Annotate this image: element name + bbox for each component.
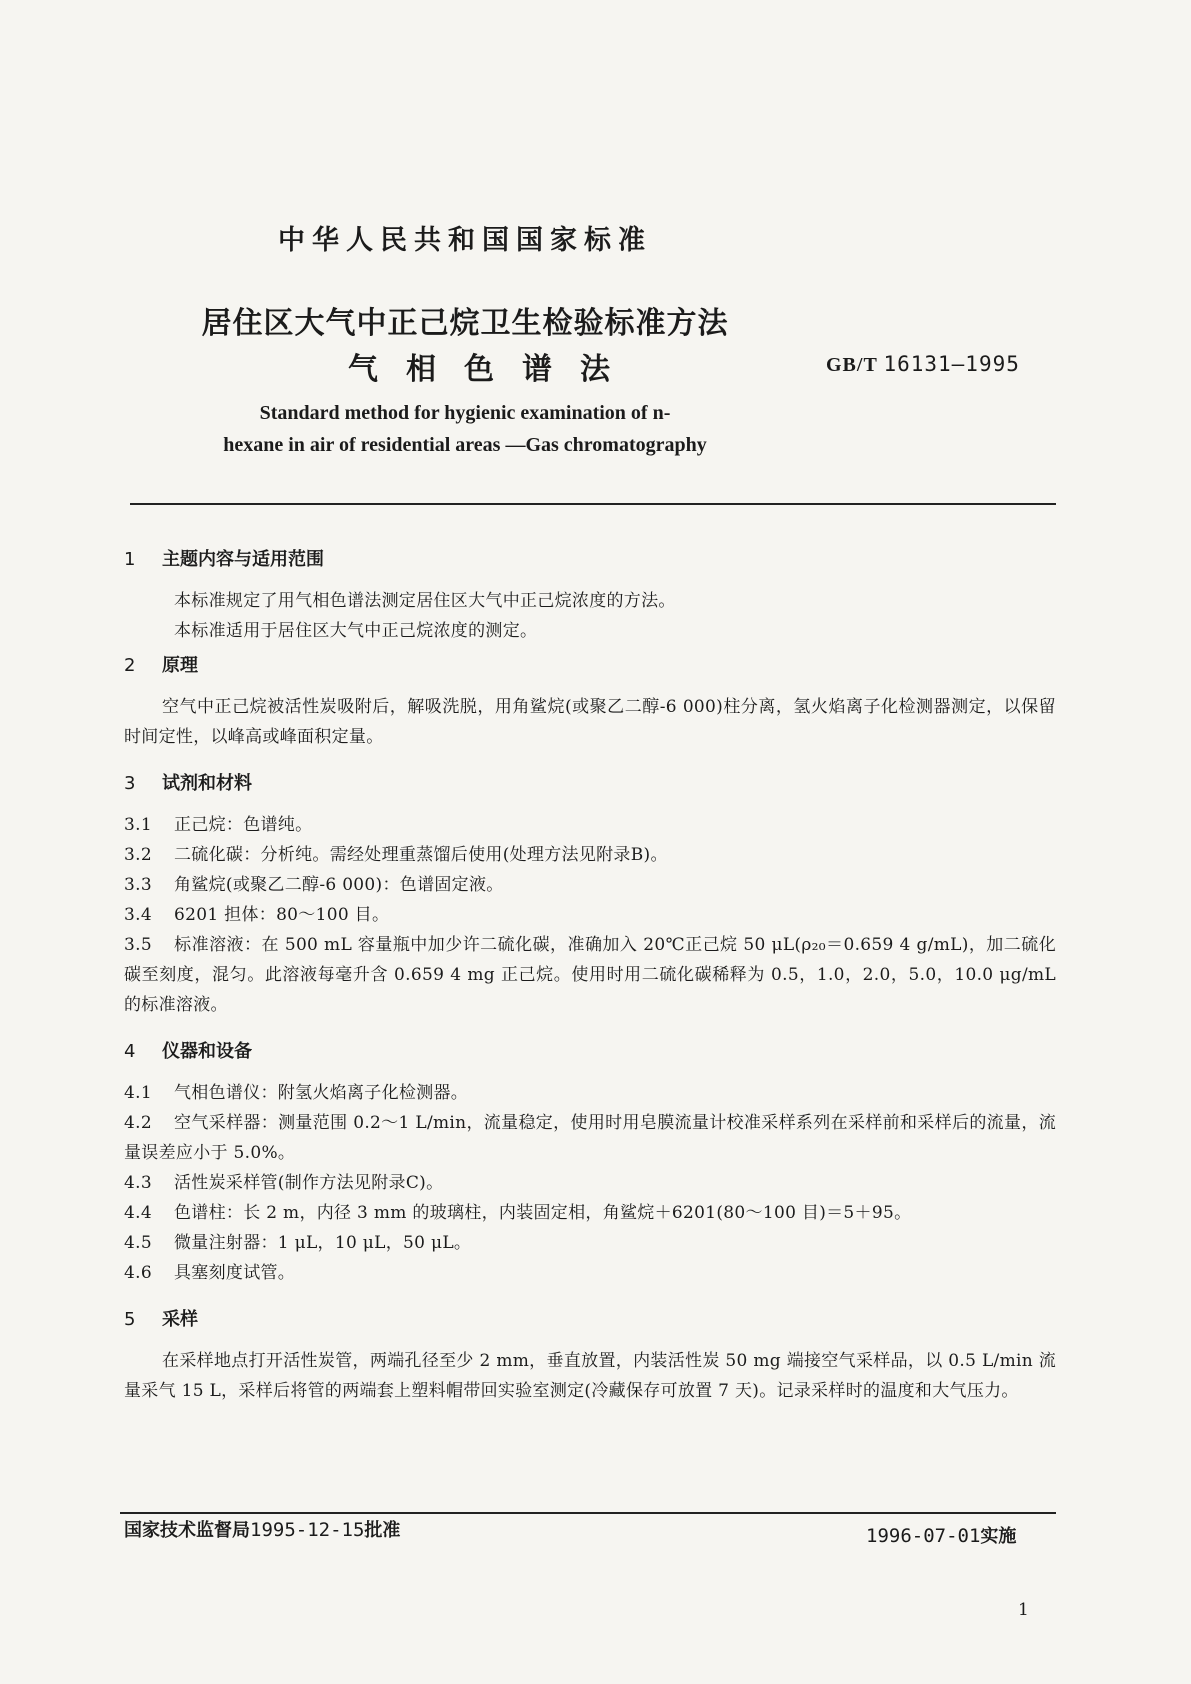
section-heading-5: 5 采样 — [124, 1309, 198, 1330]
document-title: 居住区大气中正己烷卫生检验标准方法 — [201, 306, 729, 341]
section-1-body — [124, 586, 1056, 646]
paragraph: 本标准适用于居住区大气中正己烷浓度的测定。 — [174, 621, 538, 641]
section-heading-2: 2 原理 — [124, 655, 198, 676]
effective-line: 1996-07-01实施 — [866, 1525, 1017, 1547]
standard-number — [826, 352, 1020, 377]
approval-date: 1995-12-15 — [250, 1519, 365, 1541]
document-subtitle: 气相色谱法 — [348, 352, 638, 387]
standard-code: 16131—1995 — [883, 352, 1020, 376]
section-heading-3: 3 试剂和材料 — [124, 773, 252, 794]
paragraph: 空气中正己烷被活性炭吸附后，解吸洗脱，用角鲨烷(或聚乙二醇-6 000)柱分离，氢火焰离子化检测器测定，以保留时间定性，以峰高或峰面积定量。 — [124, 697, 1056, 747]
approval-line: 国家技术监督局1995-12-15批准 — [124, 1519, 401, 1541]
list-item: 4.2 空气采样器：测量范围 0.2～1 L/min，流量稳定，使用时用皂膜流量计校准采样系列在采样前和采样后的流量，流量误差应小于 5.0%。 — [124, 1113, 1056, 1163]
document-body — [124, 548, 1056, 1406]
header-divider — [130, 503, 1056, 505]
paragraph: 在采样地点打开活性炭管，两端孔径至少 2 mm，垂直放置，内装活性炭 50 mg 端接空气采样品，以 0.5 L/min 流量采气 15 L，采样后将管的两端套上塑料帽带回实验室测定(冷藏保存可放置 7 天)。记录采样时的温度和大气压力。 — [124, 1351, 1056, 1401]
effective-date: 1996-07-01 — [866, 1525, 981, 1547]
english-title-line2: hexane in air of residential areas —Gas chromatography — [223, 434, 707, 456]
national-standard-heading: 中华人民共和国国家标准 — [278, 225, 652, 256]
section-heading-1: 1 主题内容与适用范围 — [124, 549, 324, 570]
approving-authority: 国家技术监督局 — [124, 1520, 250, 1541]
list-item: 4.1 气相色谱仪：附氢火焰离子化检测器。 — [124, 1083, 469, 1103]
list-item: 4.4 色谱柱：长 2 m，内径 3 mm 的玻璃柱，内装固定相，角鲨烷＋6201(80～100 目)＝5＋95。 — [124, 1203, 912, 1223]
list-item: 3.4 6201 担体：80～100 目。 — [124, 905, 390, 925]
paragraph: 本标准规定了用气相色谱法测定居住区大气中正己烷浓度的方法。 — [174, 591, 676, 611]
english-title-line1: Standard method for hygienic examination of n- — [259, 402, 671, 424]
section-heading-4: 4 仪器和设备 — [124, 1041, 252, 1062]
list-item: 3.1 正己烷：色谱纯。 — [124, 815, 313, 835]
footer-divider — [120, 1512, 1056, 1514]
list-item: 4.3 活性炭采样管(制作方法见附录C)。 — [124, 1173, 444, 1193]
list-item: 3.2 二硫化碳：分析纯。需经处理重蒸馏后使用(处理方法见附录B)。 — [124, 845, 668, 865]
standard-prefix: GB/T — [826, 354, 878, 376]
page-number: 1 — [1018, 1600, 1029, 1620]
list-item: 3.5 标准溶液：在 500 mL 容量瓶中加少许二硫化碳，准确加入 20℃正己烷 50 μL(ρ₂₀＝0.659 4 g/mL)，加二硫化碳至刻度，混匀。此溶液每毫升含 0.659 4 mg 正己烷。使用时用二硫化碳稀释为 0.5，1.0，2.0，5.0，10.0 μg/mL 的标准溶液。 — [124, 935, 1056, 1015]
list-item: 3.3 角鲨烷(或聚乙二醇-6 000)：色谱固定液。 — [124, 875, 504, 895]
list-item: 4.5 微量注射器：1 μL，10 μL，50 μL。 — [124, 1233, 472, 1253]
list-item: 4.6 具塞刻度试管。 — [124, 1263, 296, 1283]
